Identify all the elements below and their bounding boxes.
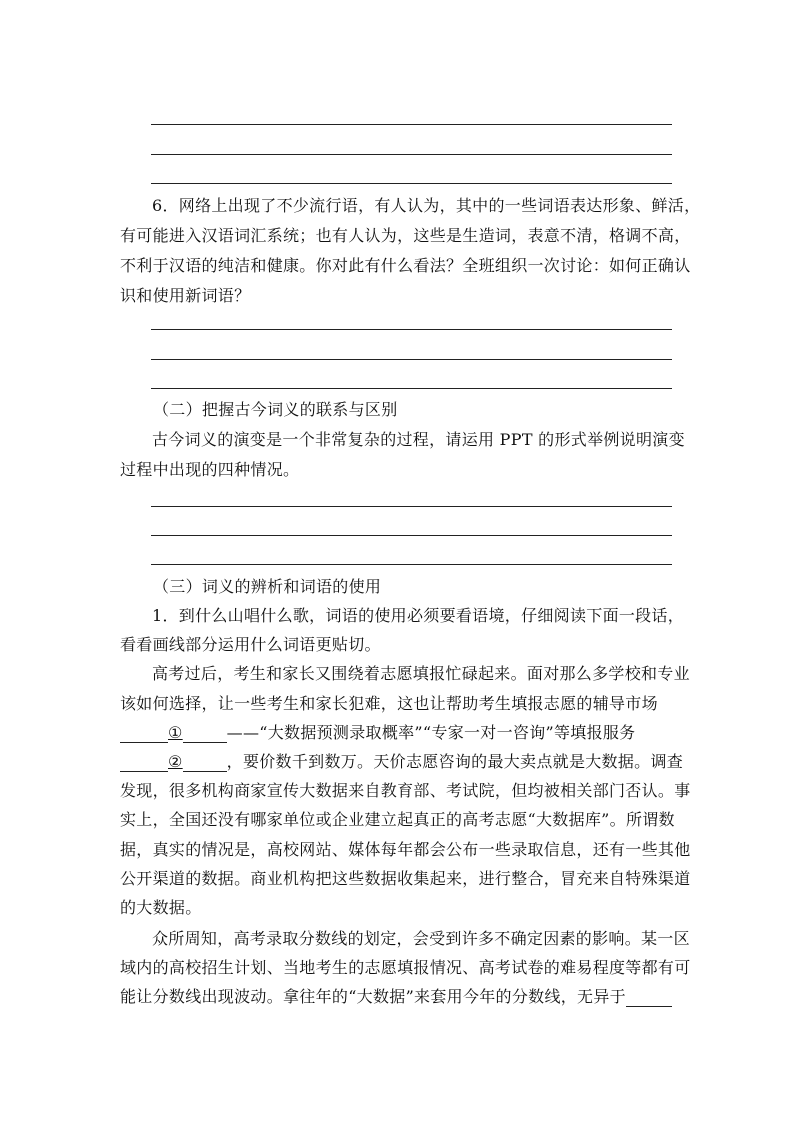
answer-line bbox=[151, 154, 672, 155]
answer-line bbox=[151, 535, 672, 536]
passage-text: ，要价数千到数万。天价志愿咨询的最大卖点就是大数据。调查 bbox=[226, 752, 684, 771]
passage-line: 该如何选择，让一些考生和家长犯难，这也让帮助考生填报志愿的辅导市场 bbox=[120, 694, 658, 713]
passage-line: 据，真实的情况是，高校网站、媒体每年都会公布一些录取信息，还有一些其他 bbox=[120, 840, 691, 859]
blank-1-marker: ① bbox=[168, 723, 183, 742]
blank-underline bbox=[626, 989, 672, 1007]
answer-line bbox=[151, 506, 672, 507]
blank-2-marker: ② bbox=[168, 752, 183, 771]
passage-line: 高考过后，考生和家长又围绕着志愿填报忙碌起来。面对那么多学校和专业 bbox=[152, 664, 690, 683]
passage-line: 发现，很多机构商家宣传大数据来自教育部、考试院，但均被相关部门否认。事 bbox=[120, 781, 691, 800]
answer-line bbox=[151, 359, 672, 360]
passage-line: 公开渠道的数据。商业机构把这些数据收集起来，进行整合，冒充来自特殊渠道 bbox=[120, 869, 691, 888]
section-2-heading: （二）把握古今词义的联系与区别 bbox=[153, 400, 398, 419]
answer-line bbox=[151, 329, 672, 330]
passage-line bbox=[120, 723, 680, 743]
passage-line: 实上，全国还没有哪家单位或企业建立起真正的高考志愿“大数据库”。所谓数 bbox=[120, 810, 675, 829]
answer-line bbox=[151, 183, 672, 184]
answer-line bbox=[151, 388, 672, 389]
blank-underline bbox=[183, 754, 227, 772]
passage-line: 众所周知，高考录取分数线的划定，会受到许多不确定因素的影响。某一区 bbox=[152, 929, 690, 948]
section-2-text-line: 过程中出现的四种情况。 bbox=[120, 460, 300, 479]
passage-line bbox=[120, 752, 684, 772]
q6-text-line: 6．网络上出现了不少流行语，有人认为，其中的一些词语表达形象、鲜活， bbox=[152, 196, 701, 215]
blank-underline bbox=[120, 754, 168, 772]
blank-underline bbox=[120, 725, 168, 743]
answer-line bbox=[151, 124, 672, 125]
answer-line bbox=[151, 564, 672, 565]
passage-line: 域内的高校招生计划、当地考生的志愿填报情况、高考试卷的难易程度等都有可 bbox=[120, 958, 691, 977]
blank-underline bbox=[183, 725, 227, 743]
section-3-q1-line: 1．到什么山唱什么歌，词语的使用必须要看语境，仔细阅读下面一段话， bbox=[152, 606, 685, 625]
passage-line: 的大数据。 bbox=[120, 898, 202, 917]
q6-text-line: 不利于汉语的纯洁和健康。你对此有什么看法？全班组织一次讨论：如何正确认 bbox=[120, 256, 691, 275]
passage-text: ——“大数据预测录取概率”“专家一对一咨询”等填报服务 bbox=[226, 723, 636, 742]
section-3-q1-line: 看看画线部分运用什么词语更贴切。 bbox=[120, 635, 381, 654]
passage-line bbox=[120, 987, 680, 1007]
q6-text-line: 识和使用新词语？ bbox=[120, 286, 251, 305]
passage-text: 能让分数线出现波动。拿往年的“大数据”来套用今年的分数线，无异于 bbox=[120, 987, 626, 1006]
section-2-text-line: 古今词义的演变是一个非常复杂的过程，请运用 PPT 的形式举例说明演变 bbox=[152, 430, 685, 449]
section-3-heading: （三）词义的辨析和词语的使用 bbox=[153, 577, 382, 596]
q6-text-line: 有可能进入汉语词汇系统；也有人认为，这些是生造词，表意不清，格调不高， bbox=[120, 226, 691, 245]
